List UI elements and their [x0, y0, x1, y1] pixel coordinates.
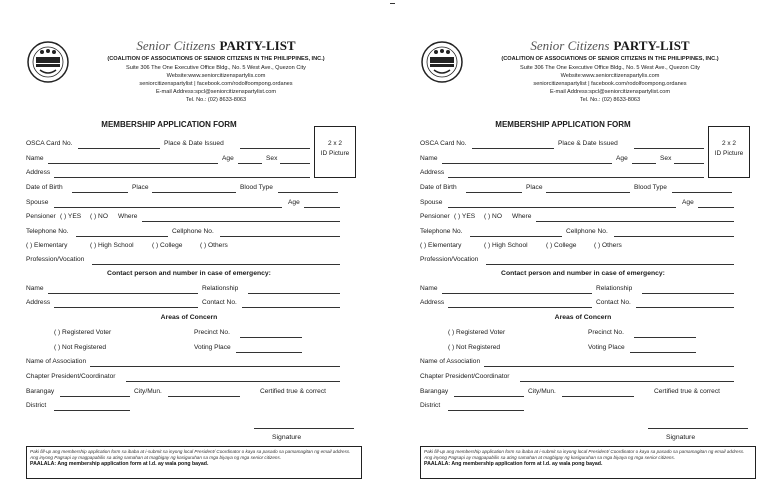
voting-place-field[interactable]: [630, 352, 696, 353]
certified-label: Certified true & correct: [260, 388, 326, 395]
signature-label: Signature: [272, 434, 302, 441]
place-date-issued-field[interactable]: [634, 148, 704, 149]
relationship-field[interactable]: [642, 293, 734, 294]
tel-line: Tel. No.: (02) 8633-8063: [579, 97, 641, 103]
age-field[interactable]: [632, 163, 656, 164]
registered-voter-option[interactable]: ( ) Registered Voter: [54, 329, 112, 336]
telephone-label: Telephone No.: [420, 228, 463, 235]
website-line: Website:www.seniorcitizenspartylis.com: [166, 73, 266, 79]
emergency-heading: Contact person and number in case of emergency:: [107, 270, 271, 277]
emergency-address-label: Address: [26, 299, 51, 306]
barangay-field[interactable]: [454, 396, 524, 397]
college-option[interactable]: ( ) College: [546, 242, 577, 249]
notice-box: [26, 446, 362, 479]
precinct-label: Precinct No.: [588, 329, 624, 336]
association-field[interactable]: [90, 366, 340, 367]
osca-label: OSCA Card No.: [420, 140, 467, 147]
chapter-field[interactable]: [126, 381, 340, 382]
district-label: District: [420, 402, 441, 409]
contact-label: Contact No.: [202, 299, 237, 306]
notice-reminder: PAALALA: Ang membership application form at I.d. ay wala pong bayad.: [30, 461, 209, 467]
id-picture-label: ID Picture: [320, 150, 350, 157]
sex-field[interactable]: [674, 163, 704, 164]
relationship-label: Relationship: [596, 285, 633, 292]
city-label: City/Mun.: [134, 388, 162, 395]
certified-label: Certified true & correct: [654, 388, 720, 395]
profession-field[interactable]: [92, 264, 340, 265]
blood-type-label: Blood Type: [240, 184, 273, 191]
top-dash-mark: [390, 3, 395, 4]
voting-place-label: Voting Place: [588, 344, 625, 351]
spouse-label: Spouse: [26, 199, 49, 206]
spouse-age-field[interactable]: [698, 207, 734, 208]
osca-field[interactable]: [472, 148, 554, 149]
where-field[interactable]: [536, 221, 734, 222]
dob-label: Date of Birth: [26, 184, 63, 191]
notice-text: Paki fill-up ang membership application form sa ibaba at i-submit sa inyong local President/ Coordinator o kaya sa pasado sa pamamagitan ng email address. Ang inyong Pagsapi ay magpapabilis sa ating samahan at magbigay ng kasiguruhan sa mga biyaya ng mga senior citizens.: [424, 449, 745, 460]
areas-of-concern-heading: Areas of Concern: [160, 314, 218, 321]
registered-voter-option[interactable]: ( ) Registered Voter: [448, 329, 506, 336]
id-picture-box: [708, 126, 750, 178]
place-label: Place: [526, 184, 543, 191]
cellphone-field[interactable]: [614, 236, 734, 237]
form-title: MEMBERSHIP APPLICATION FORM: [101, 120, 237, 129]
association-field[interactable]: [484, 366, 734, 367]
party-title: [470, 38, 750, 54]
telephone-label: Telephone No.: [26, 228, 69, 235]
others-option[interactable]: ( ) Others: [200, 242, 228, 249]
dob-field[interactable]: [466, 192, 522, 193]
precinct-field[interactable]: [634, 337, 696, 338]
telephone-field[interactable]: [470, 236, 562, 237]
cellphone-label: Cellphone No.: [566, 228, 608, 235]
spouse-field[interactable]: [54, 207, 282, 208]
place-field[interactable]: [546, 192, 630, 193]
email-line: E-mail Address:spcl@seniorcitizenspartylist.com: [549, 89, 671, 95]
age-label: Age: [616, 155, 628, 162]
voting-place-label: Voting Place: [194, 344, 231, 351]
signature-line[interactable]: [648, 428, 748, 429]
pensioner-label: Pensioner: [26, 213, 56, 220]
chapter-field[interactable]: [520, 381, 734, 382]
tel-line: Tel. No.: (02) 8633-8063: [185, 97, 247, 103]
emergency-address-label: Address: [420, 299, 445, 306]
voting-place-field[interactable]: [236, 352, 302, 353]
dob-field[interactable]: [72, 192, 128, 193]
name-field[interactable]: [442, 163, 612, 164]
profession-label: Profession/Vocation: [26, 256, 85, 263]
emergency-name-label: Name: [26, 285, 44, 292]
website-line: Website:www.seniorcitizenspartylis.com: [560, 73, 660, 79]
spouse-age-label: Age: [682, 199, 694, 206]
place-label: Place: [132, 184, 149, 191]
high-school-option[interactable]: ( ) High School: [484, 242, 528, 249]
chapter-label: Chapter President/Coordinator: [420, 373, 510, 380]
name-label: Name: [420, 155, 438, 162]
emergency-address-field[interactable]: [54, 307, 198, 308]
notice-reminder: PAALALA: Ang membership application form at I.d. ay wala pong bayad.: [424, 461, 603, 467]
emergency-address-field[interactable]: [448, 307, 592, 308]
association-label: Name of Association: [420, 358, 481, 365]
emergency-name-field[interactable]: [442, 293, 592, 294]
high-school-option[interactable]: ( ) High School: [90, 242, 134, 249]
office-address: Suite 306 The One Executive Office Bldg., No. 5 West Ave., Quezon City: [126, 65, 306, 71]
barangay-label: Barangay: [26, 388, 55, 395]
party-logo-icon: [26, 40, 70, 84]
cellphone-field[interactable]: [220, 236, 340, 237]
spouse-age-label: Age: [288, 199, 300, 206]
emergency-heading: Contact person and number in case of emergency:: [501, 270, 665, 277]
spouse-label: Spouse: [420, 199, 443, 206]
precinct-label: Precinct No.: [194, 329, 230, 336]
party-title: [76, 38, 356, 54]
party-list-label: PARTY-LIST: [613, 38, 690, 53]
place-field[interactable]: [152, 192, 236, 193]
id-picture-size: 2 x 2: [327, 140, 343, 147]
pensioner-no-option[interactable]: ( ) NO: [484, 213, 502, 220]
where-label: Where: [118, 213, 138, 220]
coalition-line: (COALITION OF ASSOCIATIONS OF SENIOR CITIZENS IN THE PHILIPPINES, INC.): [501, 56, 719, 62]
place-date-issued-field[interactable]: [240, 148, 310, 149]
pensioner-yes-option[interactable]: ( ) YES: [454, 213, 476, 220]
address-field[interactable]: [54, 177, 310, 178]
osca-label: OSCA Card No.: [26, 140, 73, 147]
elementary-option[interactable]: ( ) Elementary: [420, 242, 462, 249]
chapter-label: Chapter President/Coordinator: [26, 373, 116, 380]
emergency-name-label: Name: [420, 285, 438, 292]
pensioner-yes-option[interactable]: ( ) YES: [60, 213, 82, 220]
areas-of-concern-heading: Areas of Concern: [554, 314, 612, 321]
spouse-field[interactable]: [448, 207, 676, 208]
party-list-label: PARTY-LIST: [219, 38, 296, 53]
contact-label: Contact No.: [596, 299, 631, 306]
social-line: seniorcitizenspartylist | facebook.com/rodolfoompong.ordanes: [139, 81, 293, 87]
id-picture-size: 2 x 2: [721, 140, 737, 147]
id-picture-box: [314, 126, 356, 178]
coalition-line: (COALITION OF ASSOCIATIONS OF SENIOR CITIZENS IN THE PHILIPPINES, INC.): [107, 56, 325, 62]
signature-line[interactable]: [254, 428, 354, 429]
name-label: Name: [26, 155, 44, 162]
where-field[interactable]: [142, 221, 340, 222]
association-label: Name of Association: [26, 358, 87, 365]
city-field[interactable]: [168, 396, 240, 397]
email-line: E-mail Address:spcl@seniorcitizenspartylist.com: [155, 89, 277, 95]
contact-field[interactable]: [242, 307, 340, 308]
age-field[interactable]: [238, 163, 262, 164]
district-field[interactable]: [54, 410, 130, 411]
precinct-field[interactable]: [240, 337, 302, 338]
membership-form-left: [24, 36, 364, 498]
district-label: District: [26, 402, 47, 409]
notice-text: Paki fill-up ang membership application form sa ibaba at i-submit sa inyong local President/ Coordinator o kaya sa pasado sa pamamagitan ng email address. Ang inyong Pagsapi ay magpapabilis sa ating samahan at magbigay ng kasiguruhan sa mga biyaya ng mga senior citizens.: [30, 449, 351, 460]
not-registered-option[interactable]: ( ) Not Registered: [54, 344, 107, 351]
form-title: MEMBERSHIP APPLICATION FORM: [495, 120, 631, 129]
osca-field[interactable]: [78, 148, 160, 149]
contact-field[interactable]: [636, 307, 734, 308]
age-label: Age: [222, 155, 234, 162]
cellphone-label: Cellphone No.: [172, 228, 214, 235]
college-option[interactable]: ( ) College: [152, 242, 183, 249]
pensioner-no-option[interactable]: ( ) NO: [90, 213, 108, 220]
blood-type-field[interactable]: [672, 192, 732, 193]
city-field[interactable]: [562, 396, 634, 397]
party-script-title: Senior Citizens: [136, 38, 216, 53]
pensioner-label: Pensioner: [420, 213, 450, 220]
place-date-issued-label: Place & Date Issued: [164, 140, 224, 147]
place-date-issued-label: Place & Date Issued: [558, 140, 618, 147]
others-option[interactable]: ( ) Others: [594, 242, 622, 249]
office-address: Suite 306 The One Executive Office Bldg., No. 5 West Ave., Quezon City: [520, 65, 700, 71]
name-field[interactable]: [48, 163, 218, 164]
telephone-field[interactable]: [76, 236, 168, 237]
address-label: Address: [26, 169, 51, 176]
sex-label: Sex: [660, 155, 672, 162]
profession-field[interactable]: [486, 264, 734, 265]
party-logo-icon: [420, 40, 464, 84]
membership-form-right: [418, 36, 758, 498]
relationship-label: Relationship: [202, 285, 239, 292]
city-label: City/Mun.: [528, 388, 556, 395]
social-line: seniorcitizenspartylist | facebook.com/rodolfoompong.ordanes: [533, 81, 687, 87]
emergency-name-field[interactable]: [48, 293, 198, 294]
barangay-label: Barangay: [420, 388, 449, 395]
district-field[interactable]: [448, 410, 524, 411]
sex-label: Sex: [266, 155, 278, 162]
not-registered-option[interactable]: ( ) Not Registered: [448, 344, 501, 351]
sex-field[interactable]: [280, 163, 310, 164]
address-label: Address: [420, 169, 445, 176]
address-field[interactable]: [448, 177, 704, 178]
blood-type-field[interactable]: [278, 192, 338, 193]
party-script-title: Senior Citizens: [530, 38, 610, 53]
elementary-option[interactable]: ( ) Elementary: [26, 242, 68, 249]
signature-label: Signature: [666, 434, 696, 441]
blood-type-label: Blood Type: [634, 184, 667, 191]
spouse-age-field[interactable]: [304, 207, 340, 208]
id-picture-label: ID Picture: [714, 150, 744, 157]
barangay-field[interactable]: [60, 396, 130, 397]
dob-label: Date of Birth: [420, 184, 457, 191]
relationship-field[interactable]: [248, 293, 340, 294]
where-label: Where: [512, 213, 532, 220]
profession-label: Profession/Vocation: [420, 256, 479, 263]
notice-box: [420, 446, 756, 479]
